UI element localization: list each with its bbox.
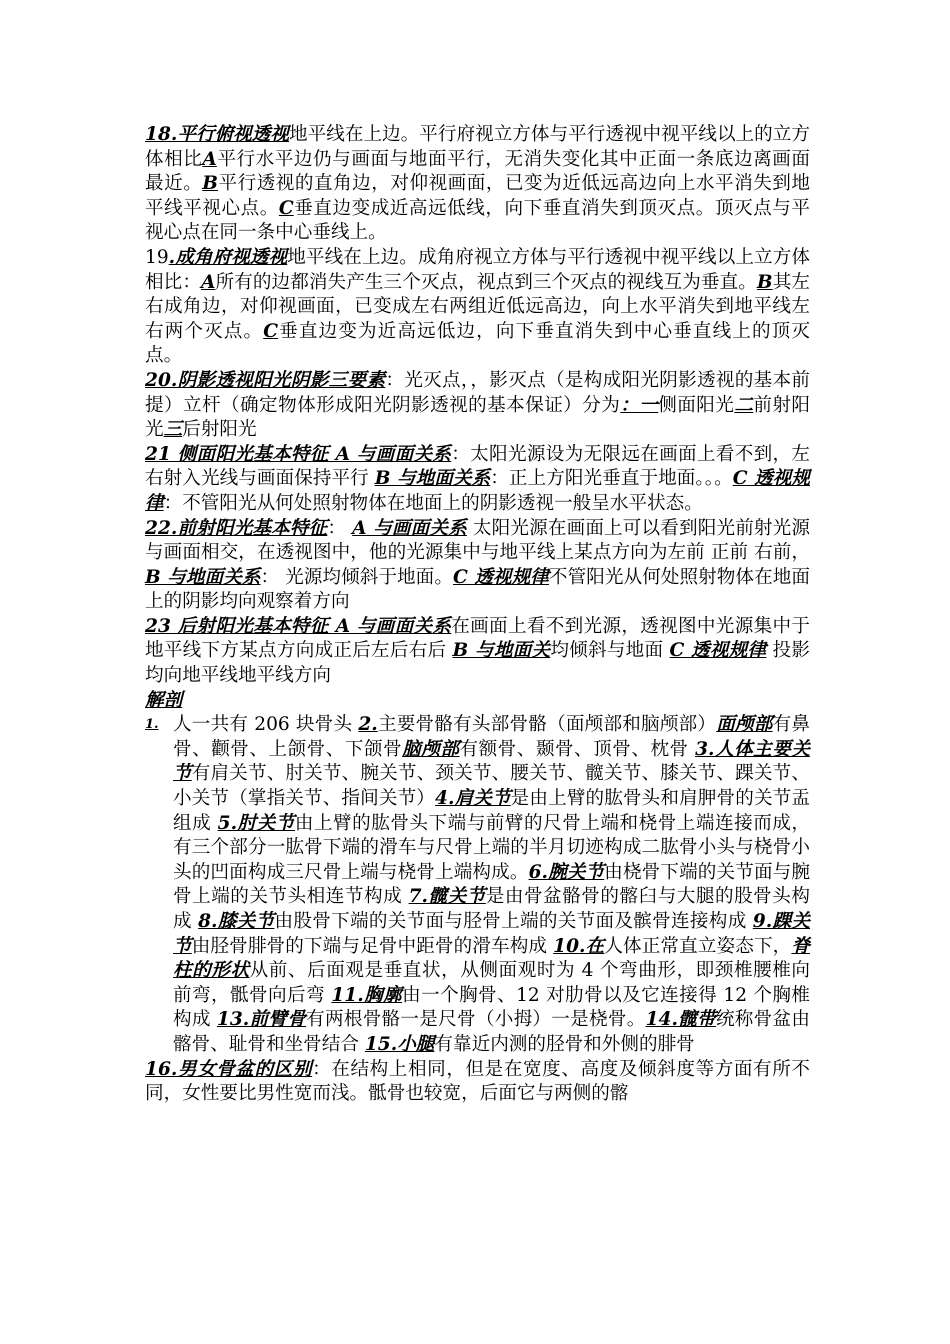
body-text: 人体正常直立姿态下， (604, 935, 792, 957)
paragraph-22 (145, 517, 810, 615)
emphasis-text: 7.髋关节 (408, 886, 486, 908)
body-text: 地平线在上边。成角府视立方体与平行透视中视平线以上立方体相比： (145, 246, 810, 293)
emphasis-text: B 与地面关系 (145, 566, 261, 588)
emphasis-text: 三 (163, 419, 183, 441)
anatomy-list (145, 713, 810, 1057)
emphasis-text: 20.阴影透视阳光阴影三要素 (145, 369, 386, 391)
body-text: 地平线在上边。平行府视立方体与平行透视中视平线以上的立方体相比 (145, 124, 810, 170)
emphasis-text: A (202, 148, 217, 170)
emphasis-text: 3.人体主要关节 (173, 738, 810, 785)
emphasis-text: 13.前臂骨 (216, 1009, 307, 1031)
emphasis-text: 二 (734, 394, 754, 416)
emphasis-text: 9.踝关节 (173, 911, 810, 957)
body-text: ：在结构上相同，但是在宽度、高度及倾斜度等方面有所不同，女性要比男性宽而浅。骶骨也较宽，后面它与两侧的髂 (145, 1058, 810, 1105)
emphasis-text: ：一 (620, 394, 659, 416)
emphasis-text: B (202, 173, 219, 195)
emphasis-text: A (201, 271, 216, 293)
emphasis-text: C 透视规律 (145, 468, 810, 514)
emphasis-text: 21 侧面阳光基本特征 A 与画面关系 (145, 443, 452, 465)
emphasis-text: C 透视规律 (669, 640, 767, 662)
list-item (173, 713, 810, 1057)
emphasis-text: 6.腕关节 (528, 861, 605, 883)
body-text: 统称骨盆由髂骨、耻骨和坐骨结合 (173, 1009, 810, 1055)
paragraph-21 (145, 443, 810, 517)
paragraph-19 (145, 246, 810, 369)
body-text: 太阳光源在画面上可以看到阳光前射光源与画面相交，在透视图中，他的光源集中与地平线上某点方向为左前 正前 右前， (145, 517, 810, 564)
body-text: 由胫骨腓骨的下端与足骨中距骨的滑车构成 (191, 935, 554, 957)
body-text: 有额骨、颞骨、顶骨、枕骨 (459, 738, 696, 760)
body-text: ：太阳光源设为无限远在画面上看不到，左右射入光线与画面保持平行 (145, 443, 810, 490)
body-text: 平行水平边仍与画面与地面平行，无消失变化其中正面一条底边离画面最近。 (145, 148, 810, 195)
body-text: 所有的边都消失产生三个灭点，视点到三个灭点的视线互为垂直。 (215, 271, 757, 293)
body-text: 是由骨盆骼骨的髂臼与大腿的股骨头构成 (173, 886, 810, 932)
section-title-text: 解剖 (145, 689, 183, 711)
body-text: ： 光源均倾斜于地面。 (260, 566, 453, 588)
emphasis-text: A 与画面关系 (352, 517, 467, 539)
body-text: 从前、后面观是垂直状，从侧面观时为 4 个弯曲形，即颈椎腰椎向前弯，骶骨向后弯 (173, 960, 810, 1006)
body-text: 平行透视的直角边，对仰视画面，已变为近低远高边向上水平消失到地平线平视心点。 (145, 173, 810, 219)
body-text: 前射阳光 (145, 394, 810, 441)
body-text: 有两根骨骼一是尺骨（小拇）一是桡骨。 (306, 1009, 646, 1031)
body-text: 在画面上看不到光源，透视图中光源集中于地平线下方某点方向成正后左后右后 (145, 615, 810, 662)
body-text: ： (327, 517, 353, 539)
body-text: 是由上臂的肱骨头和肩胛骨的关节盂组成 (173, 788, 810, 834)
body-text: ：光灭点，，影灭点（是构成阳光阴影透视的基本前提）立杆（确定物体形成阳光阴影透视的基本保证）分为 (145, 369, 810, 416)
emphasis-text: 23 后射阳光基本特征 A 与画面关系 (145, 615, 452, 637)
emphasis-text: 面颅部 (716, 714, 773, 736)
body-text: 投影均向地平线地平线方向 (145, 640, 810, 687)
emphasis-text: 2. (358, 714, 378, 736)
body-text: ：正上方阳光垂直于地面。。。 (490, 468, 733, 490)
emphasis-text: 5.肘关节 (217, 812, 295, 834)
emphasis-text: 18.平行俯视透视 (145, 124, 290, 145)
body-text: 有鼻骨、颧骨、上颌骨、下颌骨 (173, 714, 810, 760)
body-text: 不管阳光从何处照射物体在地面上的阴影均向观察着方向 (145, 566, 810, 613)
emphasis-text: 脑颅部 (402, 738, 460, 760)
body-text: 19 (145, 246, 169, 268)
section-title (145, 689, 810, 714)
emphasis-text: .成角府视透视 (168, 246, 288, 268)
body-text: 由桡骨下端的关节面与腕骨上端的关节头相连节构成 (173, 861, 810, 908)
emphasis-text: C (278, 197, 294, 219)
emphasis-text: B 与地面关系 (374, 468, 491, 490)
paragraph-18 (145, 123, 810, 246)
emphasis-text: 10.在 (553, 935, 605, 957)
emphasis-text: 22.前射阳光基本特征 (145, 517, 328, 539)
body-text: 人一共有 206 块骨头 (173, 714, 359, 736)
body-text: 由上臂的肱骨头下端与前臂的尺骨上端和桡骨上端连接而成，有三个部分一肱骨下端的滑车与尺骨上端的半月切迹构成二肱骨小头与桡骨小头的凹面构成三尺骨上端与桡骨上端构成。 (173, 812, 810, 883)
emphasis-text: C 透视规律 (452, 566, 549, 588)
document-page (145, 123, 810, 1107)
emphasis-text: 8.膝关节 (198, 911, 275, 932)
paragraph-23 (145, 615, 810, 689)
emphasis-text: 脊柱的形状 (173, 935, 810, 982)
body-text: 由股骨下端的关节面与胫骨上端的关节面及髌骨连接构成 (274, 911, 753, 932)
emphasis-text: 16.男女骨盆的区别 (145, 1058, 313, 1080)
body-text: 由一个胸骨、12 对肋骨以及它连接得 12 个胸椎构成 (173, 984, 810, 1031)
body-text: 垂直边变为近高远低边，向下垂直消失到中心垂直线上的顶灭点。 (145, 320, 810, 367)
body-text: 后射阳光 (182, 419, 257, 441)
emphasis-text: 14.髋带 (645, 1009, 716, 1031)
body-text: 均倾斜与地面 (550, 640, 670, 662)
emphasis-text: 15.小腿 (364, 1033, 435, 1055)
emphasis-text: B (756, 271, 773, 293)
body-text: 有肩关节、肘关节、腕关节、颈关节、腰关节、髋关节、膝关节、踝关节、小关节（掌指关节、指间关节） (173, 763, 810, 810)
body-text: ：不管阳光从何处照射物体在地面上的阴影透视一般呈水平状态。 (163, 492, 703, 514)
body-text: 主要骨骼有头部骨骼（面颅部和脑颅部） (377, 714, 717, 736)
body-text: 有靠近内测的胫骨和外侧的腓骨 (434, 1033, 695, 1055)
body-text: 侧面阳光 (658, 394, 735, 416)
paragraph-16 (145, 1058, 810, 1107)
body-text: 其左右成角边，对仰视画面，已变成左右两组近低远高边，向上水平消失到地平线左右两个灭点。 (145, 271, 810, 342)
emphasis-text: B 与地面关 (452, 640, 551, 662)
body-text: 垂直边变成近高远低线，向下垂直消失到顶灭点。顶灭点与平视心点在同一条中心垂线上。 (145, 197, 810, 244)
emphasis-text: 4.肩关节 (435, 788, 511, 810)
emphasis-text: 11.胸廓 (331, 984, 403, 1006)
list-number: 1. (145, 717, 159, 733)
paragraph-20 (145, 369, 810, 443)
emphasis-text: C (263, 320, 279, 342)
